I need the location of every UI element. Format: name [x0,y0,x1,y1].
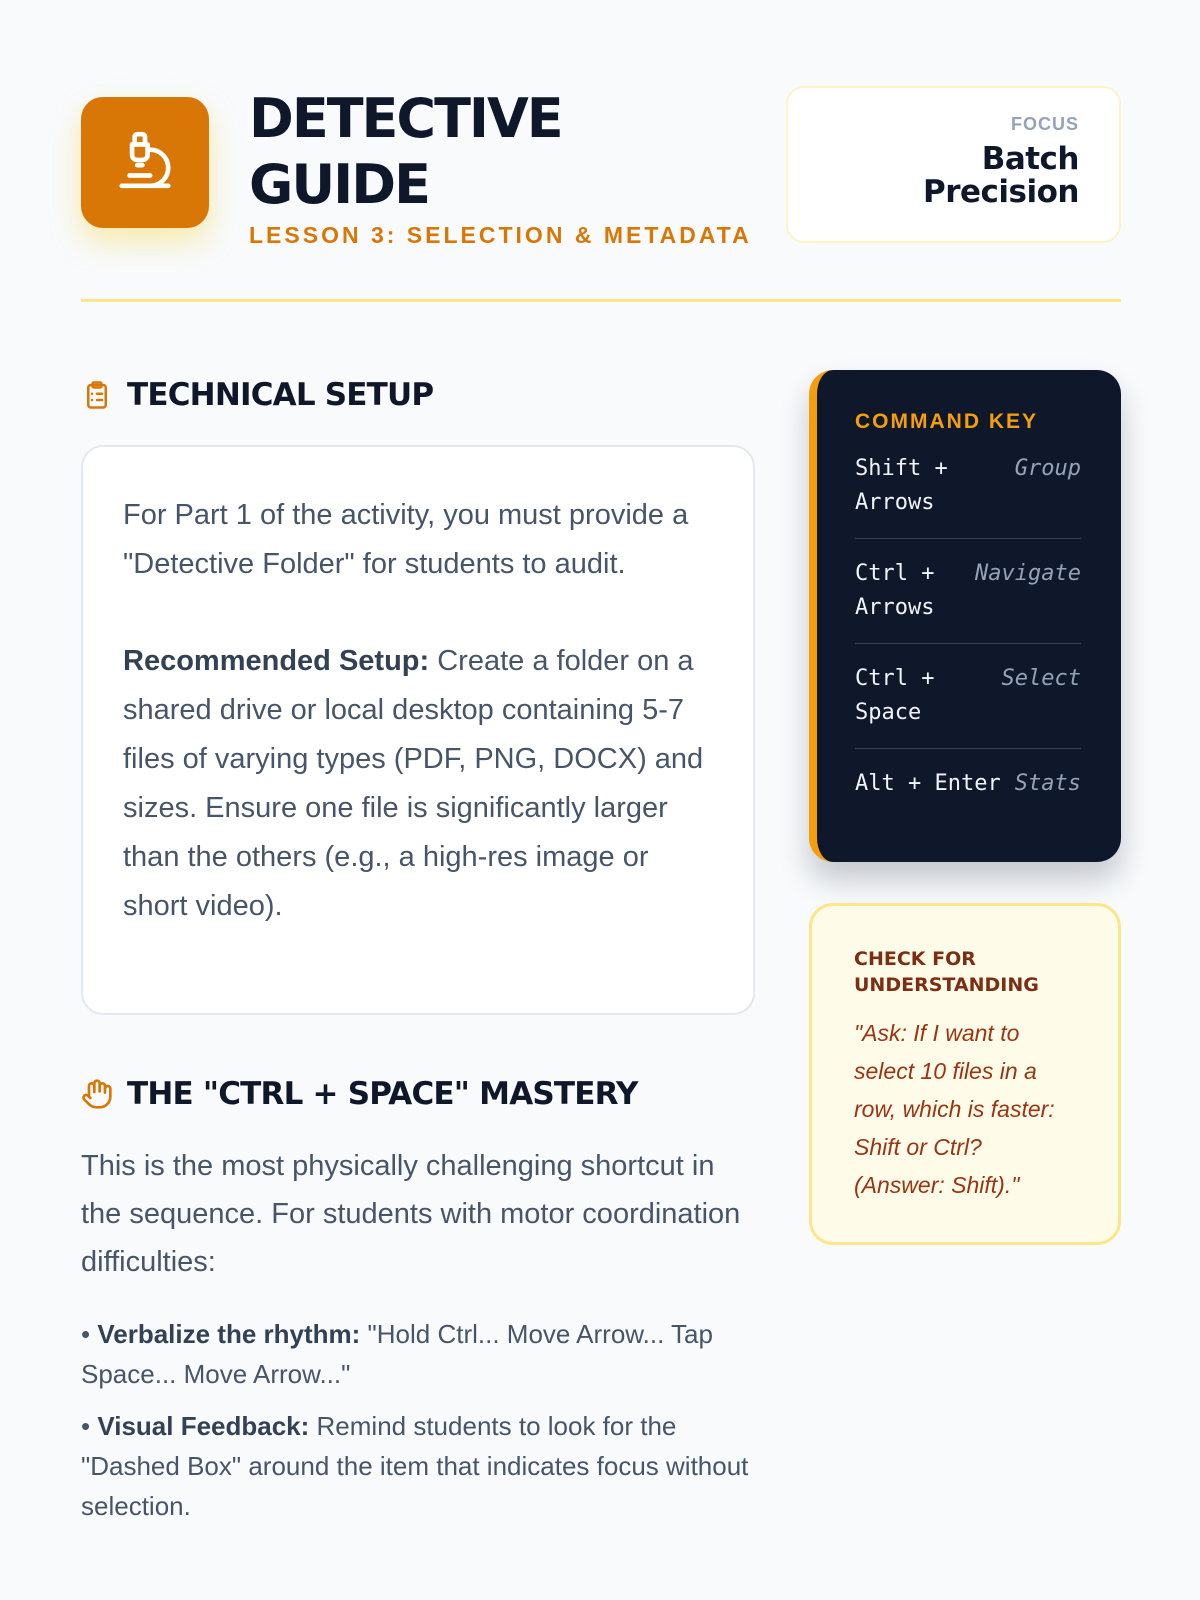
section-title: TECHNICAL SETUP [127,377,434,413]
page-title [249,86,752,218]
bullet: • [81,1411,91,1441]
tip-text: Remind students to look for the "Dashed Box" around the item that indicates focus without selection. [81,1411,749,1521]
logo-tile [81,97,209,228]
check-quote: "Ask: If I want to select 10 files in a row, which is faster: Shift or Ctrl? (Answer: Shift)." [854,1020,1055,1198]
check-for-understanding-card [809,903,1121,1245]
recommended-setup-text: Create a folder on a shared drive or local desktop containing 5-7 files of varying types (PDF, PNG, DOCX) and sizes. Ensure one file is significantly larger than the others (e.g., a high-res image or short video). [123,645,704,922]
command-shortcut: Shift + Arrows [855,456,948,515]
title-block [249,86,752,249]
recommended-setup-label: Recommended Setup: [123,645,430,677]
mastery-intro: This is the most physically challenging shortcut in the sequence. For students with motor coordination difficulties: [81,1150,741,1278]
tip-text: "Hold Ctrl... Move Arrow... Tap Space... Move Arrow..." [81,1319,713,1389]
recommended-setup-paragraph [123,637,713,931]
command-row [855,539,1081,644]
bullet: • [81,1319,91,1349]
command-row [855,434,1081,539]
command-shortcut: Alt + Enter [855,771,1001,796]
list-item [81,1406,761,1526]
tip-label: Verbalize the rhythm: [97,1319,361,1349]
focus-card [786,86,1121,243]
focus-label: FOCUS [1011,114,1079,134]
check-title: CHECK FOR UNDERSTANDING [854,948,1039,996]
command-key-card [809,370,1121,862]
command-action: Stats [1014,771,1081,796]
technical-setup-heading [81,377,433,413]
command-action: Select [1001,666,1081,691]
tip-label: Visual Feedback: [97,1411,310,1441]
clipboard-list-icon [81,379,113,411]
command-action: Group [1014,456,1081,481]
command-shortcut: Ctrl + Arrows [855,561,935,620]
list-item [81,1314,761,1394]
header [81,86,1121,246]
command-key-title: COMMAND KEY [855,410,1038,433]
mastery-heading [81,1076,638,1112]
section-title: THE "CTRL + SPACE" MASTERY [127,1076,638,1112]
hand-icon [81,1078,113,1110]
focus-value [788,143,1079,209]
setup-paragraph: For Part 1 of the activity, you must provide a "Detective Folder" for students to audit. [123,499,689,580]
technical-setup-card [81,445,755,1015]
command-row [855,644,1081,749]
command-shortcut: Ctrl + Space [855,666,935,725]
header-divider [81,299,1121,302]
title-line-2: GUIDE [249,153,429,216]
lesson-subtitle: LESSON 3: SELECTION & METADATA [249,222,752,248]
command-action: Navigate [975,561,1081,586]
focus-value-line-1: Batch [981,141,1079,177]
title-line-1: DETECTIVE [249,87,562,150]
microscope-icon [114,129,176,196]
focus-value-line-2: Precision [923,174,1079,210]
command-row [855,749,1081,819]
